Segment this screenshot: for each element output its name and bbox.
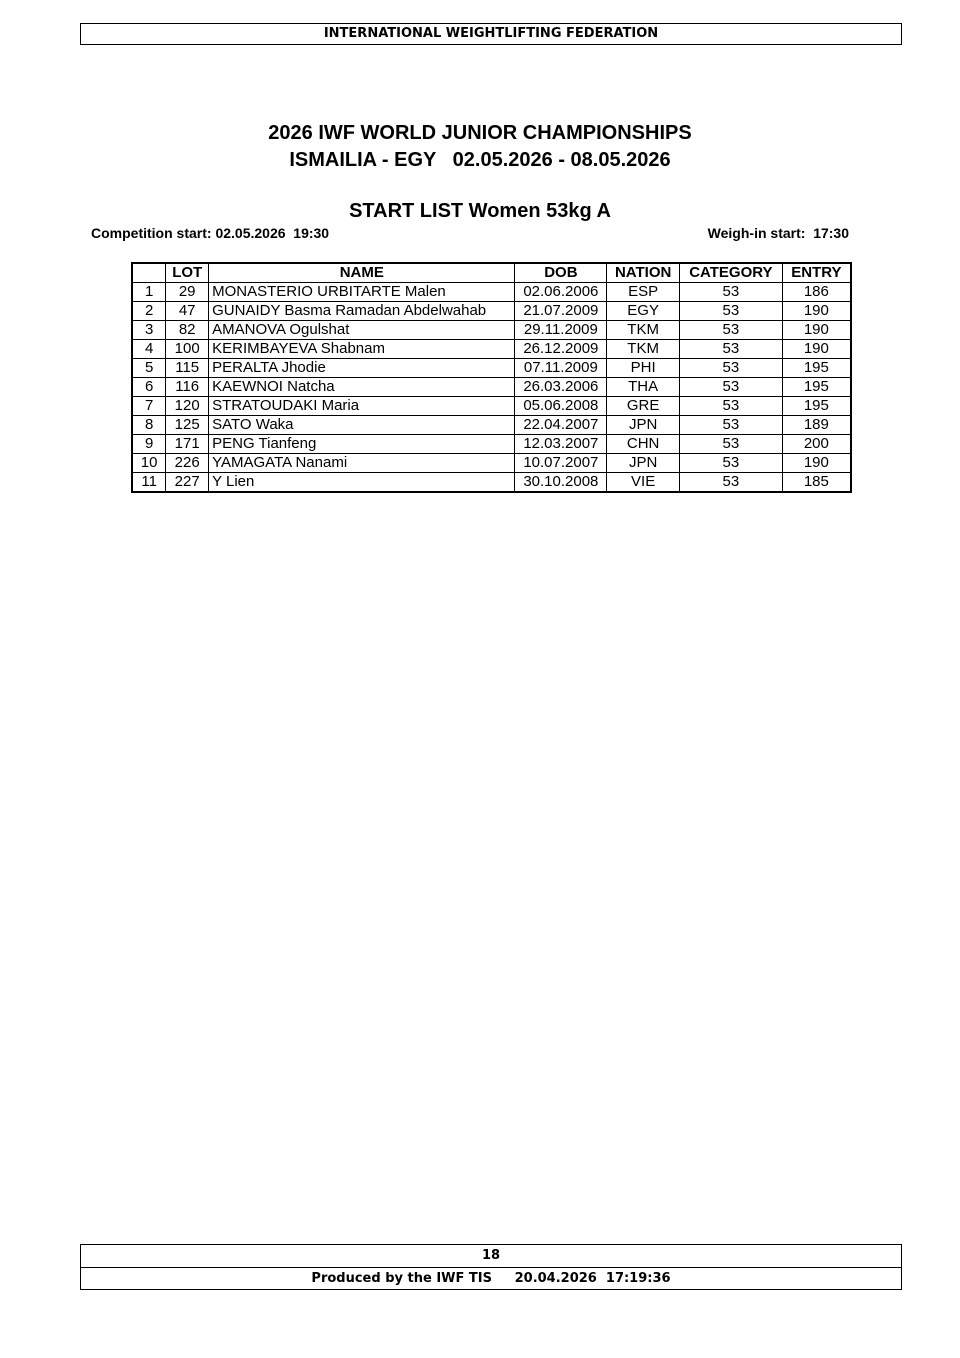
cell-category: 53 (680, 321, 783, 340)
cell-category: 53 (680, 416, 783, 435)
start-list-title: START LIST Women 53kg A (349, 200, 611, 222)
cell-name: KERIMBAYEVA Shabnam (209, 340, 515, 359)
cell-dob: 30.10.2008 (515, 473, 607, 493)
cell-lot: 120 (166, 397, 209, 416)
cell-name: STRATOUDAKI Maria (209, 397, 515, 416)
cell-dob: 22.04.2007 (515, 416, 607, 435)
table-row (132, 416, 851, 435)
cell-lot: 115 (166, 359, 209, 378)
cell-lot: 125 (166, 416, 209, 435)
cell-index: 6 (132, 378, 166, 397)
cell-dob: 29.11.2009 (515, 321, 607, 340)
cell-nation: CHN (607, 435, 680, 454)
col-header-name: NAME (209, 263, 515, 283)
cell-nation: THA (607, 378, 680, 397)
table-row (132, 435, 851, 454)
cell-index: 5 (132, 359, 166, 378)
col-header-dob: DOB (515, 263, 607, 283)
cell-entry: 185 (782, 473, 851, 493)
cell-nation: TKM (607, 340, 680, 359)
cell-lot: 100 (166, 340, 209, 359)
cell-name: PERALTA Jhodie (209, 359, 515, 378)
table-row (132, 454, 851, 473)
cell-entry: 189 (782, 416, 851, 435)
cell-dob: 26.12.2009 (515, 340, 607, 359)
cell-dob: 02.06.2006 (515, 283, 607, 302)
table-row (132, 378, 851, 397)
table-header-row (132, 263, 851, 283)
cell-entry: 190 (782, 454, 851, 473)
cell-lot: 227 (166, 473, 209, 493)
table-row (132, 302, 851, 321)
cell-index: 7 (132, 397, 166, 416)
col-header-category: CATEGORY (680, 263, 783, 283)
cell-category: 53 (680, 473, 783, 493)
cell-entry: 195 (782, 378, 851, 397)
cell-nation: VIE (607, 473, 680, 493)
table-row (132, 321, 851, 340)
location-dates: ISMAILIA - EGY 02.05.2026 - 08.05.2026 (289, 149, 671, 171)
start-list-table (131, 262, 852, 493)
cell-category: 53 (680, 378, 783, 397)
cell-dob: 26.03.2006 (515, 378, 607, 397)
cell-category: 53 (680, 340, 783, 359)
page-number: 18 (80, 1244, 902, 1268)
cell-index: 8 (132, 416, 166, 435)
cell-entry: 186 (782, 283, 851, 302)
cell-category: 53 (680, 359, 783, 378)
cell-entry: 195 (782, 397, 851, 416)
table-row (132, 473, 851, 493)
cell-entry: 190 (782, 302, 851, 321)
cell-lot: 171 (166, 435, 209, 454)
cell-category: 53 (680, 454, 783, 473)
cell-dob: 21.07.2009 (515, 302, 607, 321)
table-row (132, 283, 851, 302)
cell-name: GUNAIDY Basma Ramadan Abdelwahab (209, 302, 515, 321)
competition-start: Competition start: 02.05.2026 19:30 (91, 225, 330, 241)
cell-lot: 226 (166, 454, 209, 473)
produced-by: Produced by the IWF TIS 20.04.2026 17:19:36 (80, 1267, 902, 1290)
championship-title: 2026 IWF WORLD JUNIOR CHAMPIONSHIPS (268, 122, 692, 144)
cell-dob: 12.03.2007 (515, 435, 607, 454)
cell-index: 4 (132, 340, 166, 359)
cell-index: 9 (132, 435, 166, 454)
cell-entry: 190 (782, 321, 851, 340)
cell-nation: ESP (607, 283, 680, 302)
cell-dob: 07.11.2009 (515, 359, 607, 378)
cell-nation: EGY (607, 302, 680, 321)
cell-name: MONASTERIO URBITARTE Malen (209, 283, 515, 302)
cell-name: YAMAGATA Nanami (209, 454, 515, 473)
cell-name: SATO Waka (209, 416, 515, 435)
cell-name: PENG Tianfeng (209, 435, 515, 454)
cell-name: Y Lien (209, 473, 515, 493)
cell-entry: 200 (782, 435, 851, 454)
cell-category: 53 (680, 283, 783, 302)
cell-index: 11 (132, 473, 166, 493)
cell-category: 53 (680, 435, 783, 454)
table-row (132, 359, 851, 378)
cell-lot: 116 (166, 378, 209, 397)
cell-index: 3 (132, 321, 166, 340)
cell-nation: JPN (607, 454, 680, 473)
cell-dob: 05.06.2008 (515, 397, 607, 416)
col-header-nation: NATION (607, 263, 680, 283)
cell-category: 53 (680, 302, 783, 321)
cell-nation: TKM (607, 321, 680, 340)
cell-index: 2 (132, 302, 166, 321)
table-row (132, 340, 851, 359)
col-header-index (132, 263, 166, 283)
cell-lot: 82 (166, 321, 209, 340)
cell-category: 53 (680, 397, 783, 416)
col-header-entry: ENTRY (782, 263, 851, 283)
cell-index: 10 (132, 454, 166, 473)
col-header-lot: LOT (166, 263, 209, 283)
cell-nation: JPN (607, 416, 680, 435)
cell-nation: PHI (607, 359, 680, 378)
cell-entry: 190 (782, 340, 851, 359)
cell-index: 1 (132, 283, 166, 302)
weighin-start: Weigh-in start: 17:30 (707, 225, 849, 241)
cell-dob: 10.07.2007 (515, 454, 607, 473)
cell-nation: GRE (607, 397, 680, 416)
cell-name: KAEWNOI Natcha (209, 378, 515, 397)
cell-entry: 195 (782, 359, 851, 378)
cell-lot: 47 (166, 302, 209, 321)
cell-name: AMANOVA Ogulshat (209, 321, 515, 340)
federation-header: INTERNATIONAL WEIGHTLIFTING FEDERATION (80, 23, 902, 45)
table-row (132, 397, 851, 416)
cell-lot: 29 (166, 283, 209, 302)
